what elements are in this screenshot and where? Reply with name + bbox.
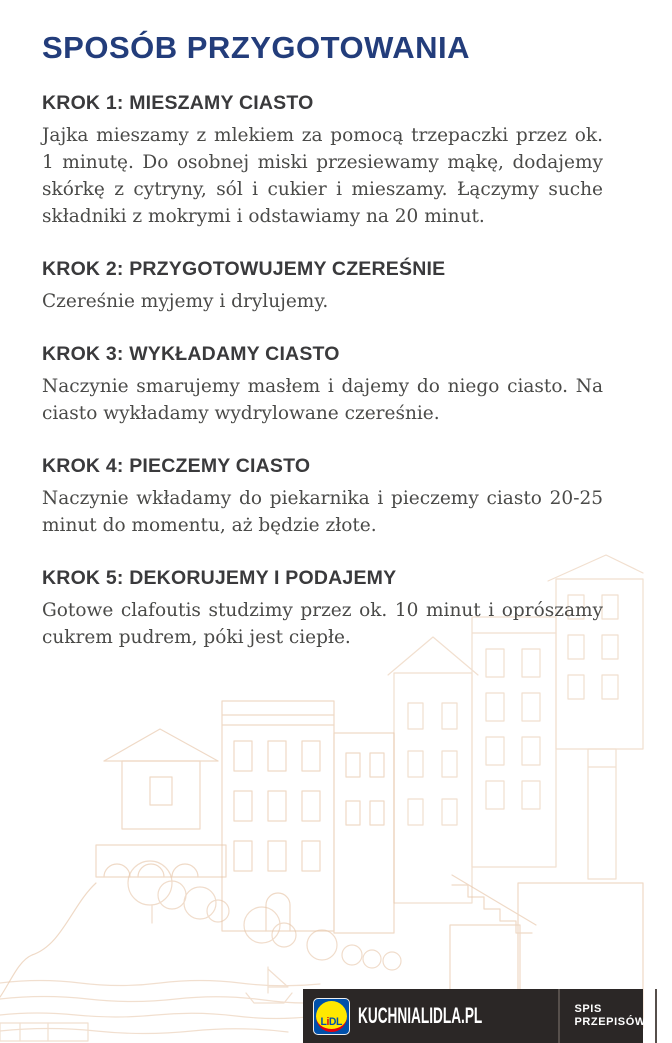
step-2-heading: KROK 2: PRZYGOTOWUJEMY CZEREŚNIE bbox=[42, 258, 446, 280]
step-1-heading: KROK 1: MIESZAMY CIASTO bbox=[42, 92, 314, 114]
lidl-logo-icon bbox=[313, 998, 350, 1035]
footer-bar bbox=[303, 989, 672, 1043]
page-title: SPOSÓB PRZYGOTOWANIA bbox=[42, 30, 470, 65]
page-number: 7 bbox=[657, 1000, 672, 1031]
spis-przepisow-button[interactable] bbox=[560, 989, 655, 1043]
step-3-heading: KROK 3: WYKŁADAMY CIASTO bbox=[42, 343, 340, 365]
step-1 bbox=[42, 92, 603, 230]
spis-label-line2: PRZEPISÓW bbox=[574, 1016, 646, 1028]
step-2-body: Czereśnie myjemy i drylujemy. bbox=[42, 291, 329, 312]
spis-label-line1: SPIS bbox=[574, 1002, 602, 1015]
step-4 bbox=[42, 455, 603, 539]
sketch-left-pavilion bbox=[0, 729, 226, 997]
lidl-logo-wordmark: LiDL bbox=[320, 1015, 343, 1028]
sketch-water-boat bbox=[0, 967, 343, 1041]
step-3 bbox=[42, 343, 603, 427]
step-5 bbox=[42, 567, 603, 651]
step-2 bbox=[42, 258, 603, 315]
step-4-heading: KROK 4: PIECZEMY CIASTO bbox=[42, 455, 311, 477]
recipe-method-section bbox=[42, 30, 603, 651]
step-1-body: Jajka mieszamy z mlekiem za pomocą trzepaczki przez ok. 1 minutę. Do osobnej miski przesiewamy mąkę, dodajemy skórkę z cytryny, sól i cukier i mieszamy. Łączymy suche składniki z mokrymi i odstawiamy na 20 minut. bbox=[42, 125, 603, 227]
step-4-body: Naczynie wkładamy do piekarnika i pieczemy ciasto 20-25 minut do momentu, aż będzie złote. bbox=[42, 488, 603, 536]
step-3-body: Naczynie smarujemy masłem i dajemy do niego ciasto. Na ciasto wykładamy wydrylowane czereśnie. bbox=[42, 376, 603, 424]
step-5-body: Gotowe clafoutis studzimy przez ok. 10 minut i oprószamy cukrem pudrem, póki jest ciepłe. bbox=[42, 600, 603, 648]
step-5-heading: KROK 5: DEKORUJEMY I PODAJEMY bbox=[42, 567, 397, 589]
lidl-logo-circle bbox=[316, 1001, 347, 1032]
brand-wordmark: KUCHNIALIDLA.PL bbox=[358, 1003, 483, 1028]
kuchnialidla-brand-link[interactable] bbox=[303, 989, 558, 1043]
